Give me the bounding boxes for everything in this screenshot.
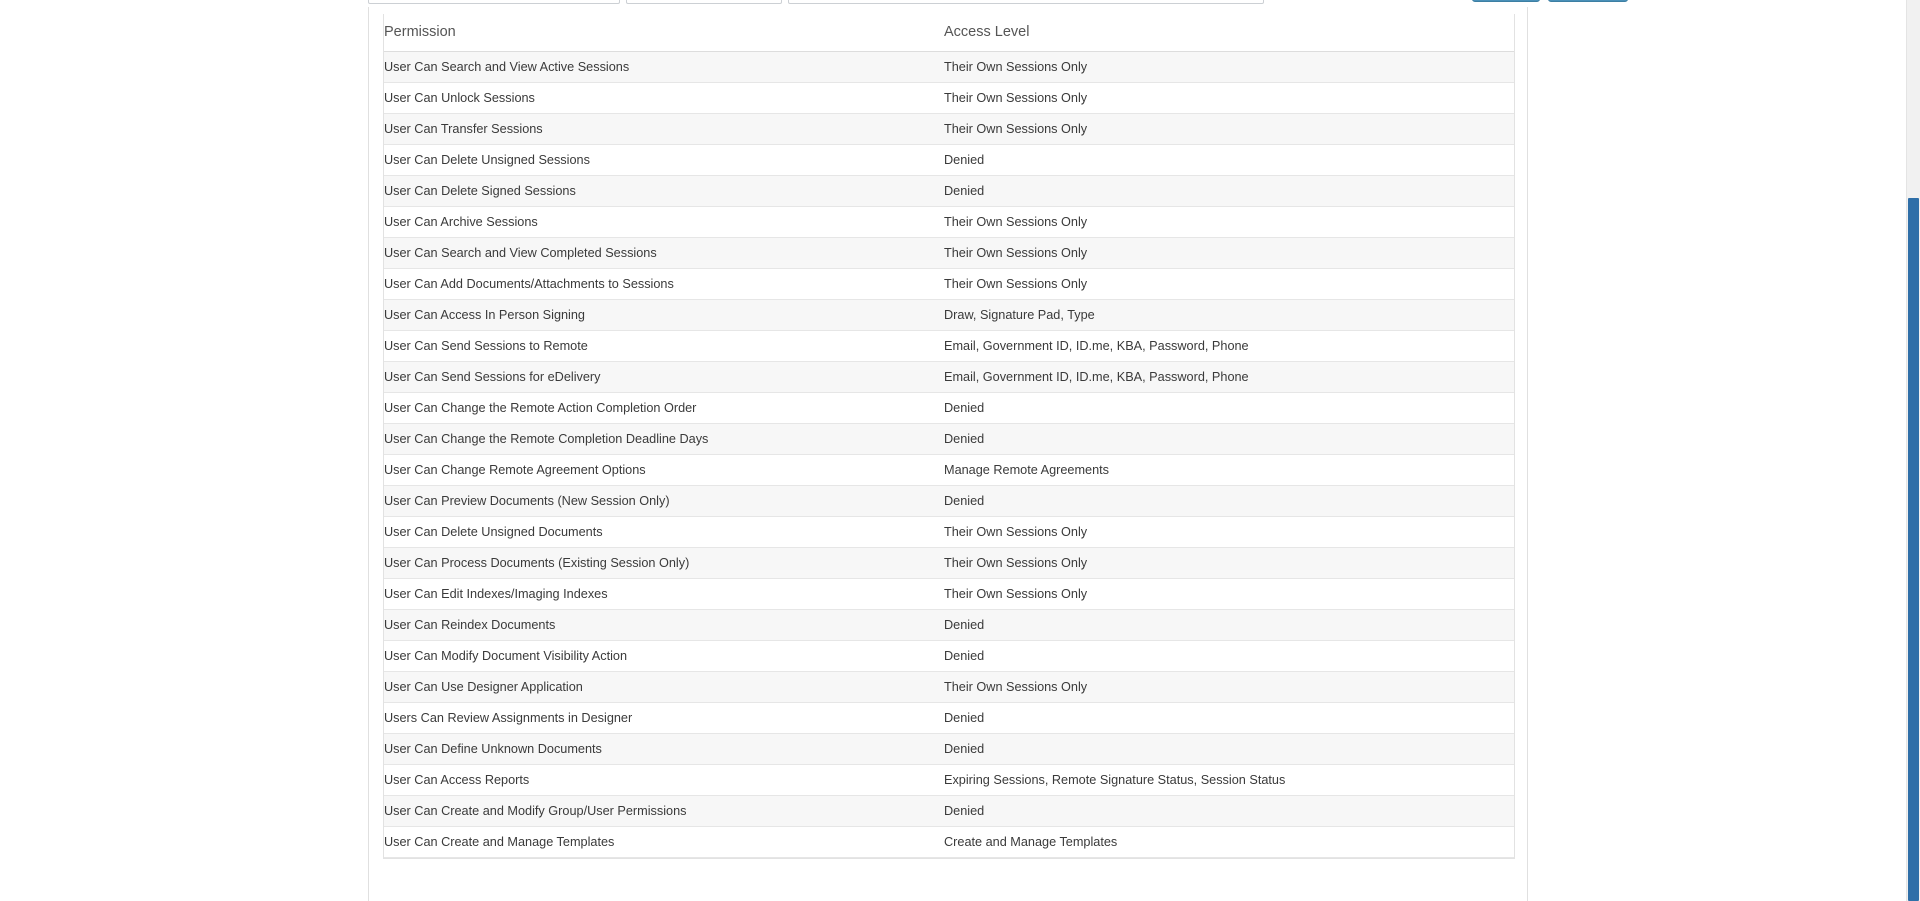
page-gutter-left bbox=[0, 0, 368, 901]
permission-name-cell: User Can Change Remote Agreement Options bbox=[384, 455, 944, 486]
access-level-cell: Denied bbox=[944, 796, 1514, 827]
table-row[interactable] bbox=[384, 455, 1514, 486]
permission-name-cell: User Can Send Sessions for eDelivery bbox=[384, 362, 944, 393]
access-level-cell: Email, Government ID, ID.me, KBA, Password, Phone bbox=[944, 362, 1514, 393]
permission-name-cell: User Can Search and View Completed Sessions bbox=[384, 238, 944, 269]
table-row[interactable] bbox=[384, 145, 1514, 176]
access-level-cell: Their Own Sessions Only bbox=[944, 114, 1514, 145]
table-row[interactable] bbox=[384, 610, 1514, 641]
permission-name-cell: User Can Modify Document Visibility Action bbox=[384, 641, 944, 672]
table-body bbox=[384, 52, 1514, 858]
access-level-cell: Their Own Sessions Only bbox=[944, 548, 1514, 579]
table-row[interactable] bbox=[384, 641, 1514, 672]
access-level-cell: Draw, Signature Pad, Type bbox=[944, 300, 1514, 331]
access-level-cell: Their Own Sessions Only bbox=[944, 52, 1514, 83]
access-level-cell: Their Own Sessions Only bbox=[944, 579, 1514, 610]
page-scrollbar-thumb[interactable] bbox=[1908, 198, 1919, 901]
permissions-table bbox=[384, 14, 1514, 858]
access-level-cell: Their Own Sessions Only bbox=[944, 238, 1514, 269]
permission-name-cell: User Can Search and View Active Sessions bbox=[384, 52, 944, 83]
table-row[interactable] bbox=[384, 207, 1514, 238]
access-level-cell: Create and Manage Templates bbox=[944, 827, 1514, 858]
permission-name-cell: User Can Use Designer Application bbox=[384, 672, 944, 703]
access-level-cell: Their Own Sessions Only bbox=[944, 517, 1514, 548]
permission-name-cell: User Can Define Unknown Documents bbox=[384, 734, 944, 765]
permission-name-cell: User Can Delete Unsigned Sessions bbox=[384, 145, 944, 176]
access-level-cell: Their Own Sessions Only bbox=[944, 83, 1514, 114]
table-row[interactable] bbox=[384, 765, 1514, 796]
save-button[interactable] bbox=[1472, 0, 1540, 2]
permissions-table-container bbox=[383, 14, 1515, 859]
table-row[interactable] bbox=[384, 393, 1514, 424]
access-level-cell: Denied bbox=[944, 734, 1514, 765]
page-gutter-right bbox=[1528, 0, 1906, 901]
table-row[interactable] bbox=[384, 269, 1514, 300]
cancel-button[interactable] bbox=[1548, 0, 1628, 2]
access-level-cell: Denied bbox=[944, 486, 1514, 517]
permission-name-cell: User Can Reindex Documents bbox=[384, 610, 944, 641]
permission-name-cell: User Can Process Documents (Existing Session Only) bbox=[384, 548, 944, 579]
table-header-row bbox=[384, 14, 1514, 52]
toolbar-field-1[interactable] bbox=[368, 0, 620, 4]
access-level-cell: Their Own Sessions Only bbox=[944, 269, 1514, 300]
table-row[interactable] bbox=[384, 579, 1514, 610]
permission-name-cell: User Can Transfer Sessions bbox=[384, 114, 944, 145]
toolbar-field-3[interactable] bbox=[788, 0, 1264, 4]
permission-name-cell: User Can Add Documents/Attachments to Sessions bbox=[384, 269, 944, 300]
table-row[interactable] bbox=[384, 52, 1514, 83]
permission-name-cell: User Can Preview Documents (New Session Only) bbox=[384, 486, 944, 517]
permissions-card bbox=[368, 7, 1528, 901]
permission-name-cell: User Can Unlock Sessions bbox=[384, 83, 944, 114]
table-row[interactable] bbox=[384, 424, 1514, 455]
access-level-cell: Denied bbox=[944, 393, 1514, 424]
permission-name-cell: User Can Access Reports bbox=[384, 765, 944, 796]
permission-name-cell: User Can Change the Remote Action Completion Order bbox=[384, 393, 944, 424]
table-row[interactable] bbox=[384, 238, 1514, 269]
permission-name-cell: User Can Change the Remote Completion Deadline Days bbox=[384, 424, 944, 455]
table-row[interactable] bbox=[384, 486, 1514, 517]
table-row[interactable] bbox=[384, 300, 1514, 331]
access-level-cell: Denied bbox=[944, 424, 1514, 455]
page-scrollbar[interactable] bbox=[1906, 0, 1920, 901]
column-header-access-level: Access Level bbox=[944, 14, 1514, 52]
access-level-cell: Denied bbox=[944, 641, 1514, 672]
permission-name-cell: User Can Create and Manage Templates bbox=[384, 827, 944, 858]
permission-name-cell: User Can Create and Modify Group/User Permissions bbox=[384, 796, 944, 827]
table-row[interactable] bbox=[384, 114, 1514, 145]
access-level-cell: Denied bbox=[944, 610, 1514, 641]
table-row[interactable] bbox=[384, 83, 1514, 114]
toolbar-field-2[interactable] bbox=[626, 0, 782, 4]
access-level-cell: Expiring Sessions, Remote Signature Status, Session Status bbox=[944, 765, 1514, 796]
access-level-cell: Their Own Sessions Only bbox=[944, 672, 1514, 703]
access-level-cell: Email, Government ID, ID.me, KBA, Password, Phone bbox=[944, 331, 1514, 362]
permission-name-cell: User Can Edit Indexes/Imaging Indexes bbox=[384, 579, 944, 610]
access-level-cell: Denied bbox=[944, 703, 1514, 734]
table-row[interactable] bbox=[384, 548, 1514, 579]
access-level-cell: Denied bbox=[944, 176, 1514, 207]
access-level-cell: Their Own Sessions Only bbox=[944, 207, 1514, 238]
permission-name-cell: Users Can Review Assignments in Designer bbox=[384, 703, 944, 734]
table-row[interactable] bbox=[384, 734, 1514, 765]
access-level-cell: Denied bbox=[944, 145, 1514, 176]
permission-name-cell: User Can Send Sessions to Remote bbox=[384, 331, 944, 362]
table-row[interactable] bbox=[384, 362, 1514, 393]
table-row[interactable] bbox=[384, 331, 1514, 362]
table-header bbox=[384, 14, 1514, 52]
permission-name-cell: User Can Delete Unsigned Documents bbox=[384, 517, 944, 548]
table-row[interactable] bbox=[384, 672, 1514, 703]
table-row[interactable] bbox=[384, 176, 1514, 207]
permission-name-cell: User Can Delete Signed Sessions bbox=[384, 176, 944, 207]
table-row[interactable] bbox=[384, 827, 1514, 858]
permission-name-cell: User Can Access In Person Signing bbox=[384, 300, 944, 331]
column-header-permission: Permission bbox=[384, 14, 944, 52]
table-row[interactable] bbox=[384, 517, 1514, 548]
permission-name-cell: User Can Archive Sessions bbox=[384, 207, 944, 238]
access-level-cell: Manage Remote Agreements bbox=[944, 455, 1514, 486]
table-row[interactable] bbox=[384, 703, 1514, 734]
table-row[interactable] bbox=[384, 796, 1514, 827]
